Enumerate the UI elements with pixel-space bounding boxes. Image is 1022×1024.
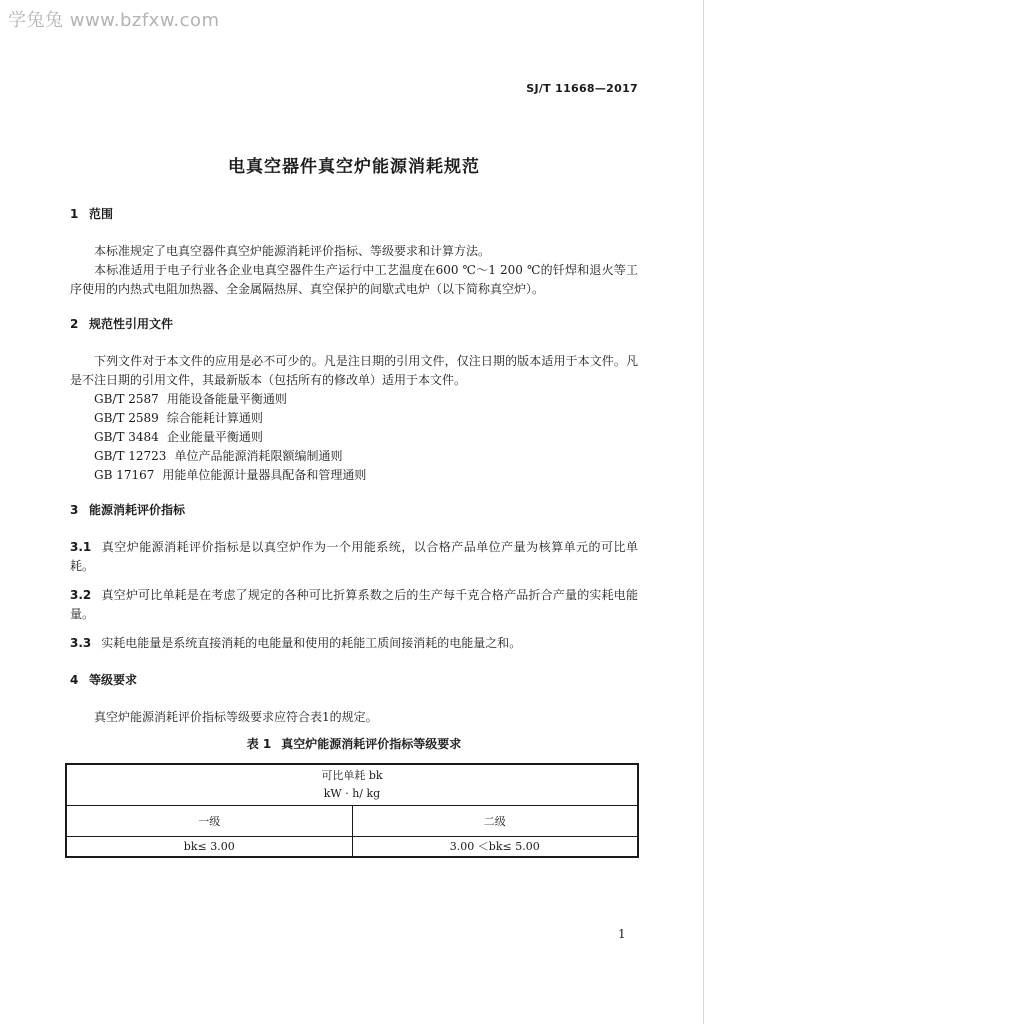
- reference-item: [94, 466, 638, 485]
- table-cell-grade-2: 二级: [352, 806, 638, 837]
- clause-number: 3.3: [70, 636, 92, 650]
- section-number: 1: [70, 207, 79, 221]
- reference-title: 企业能量平衡通则: [166, 430, 263, 444]
- reference-item: [94, 390, 638, 409]
- reference-code: GB/T 3484: [94, 430, 159, 444]
- section-title: 等级要求: [89, 673, 138, 687]
- table-row: [66, 837, 638, 858]
- table-row: [66, 806, 638, 837]
- section-3-heading: [70, 501, 638, 520]
- reference-title: 综合能耗计算通则: [166, 411, 263, 425]
- section-number: 3: [70, 503, 79, 517]
- section-4-heading: [70, 671, 638, 690]
- table-header-row: [66, 764, 638, 806]
- watermark-text: 学兔兔 www.bzfxw.com: [8, 10, 220, 31]
- paragraph: 本标准规定了电真空器件真空炉能源消耗评价指标、等级要求和计算方法。: [94, 244, 491, 258]
- clause-text: 真空炉能源消耗评价指标是以真空炉作为一个用能系统，以合格产品单位产量为核算单元的可比单耗。: [70, 540, 638, 573]
- section-1-heading: [70, 205, 638, 224]
- reference-title: 用能设备能量平衡通则: [166, 392, 287, 406]
- document-body: [70, 205, 638, 858]
- reference-code: GB/T 2587: [94, 392, 159, 406]
- page-edge-divider: [703, 0, 704, 1024]
- clause-text: 真空炉可比单耗是在考虑了规定的各种可比折算系数之后的生产每千克合格产品折合产量的实耗电能量。: [70, 588, 638, 621]
- page-number: 1: [618, 927, 626, 941]
- reference-list: [94, 390, 638, 485]
- clause-number: 3.1: [70, 540, 92, 554]
- grade-requirements-table: [65, 763, 639, 858]
- clause-text: 实耗电能量是系统直接消耗的电能量和使用的耗能工质间接消耗的电能量之和。: [101, 636, 522, 650]
- table-header-line1: 可比单耗 bk: [321, 769, 383, 782]
- table-cell-value-2: 3.00 ＜bk≤ 5.00: [352, 837, 638, 858]
- reference-item: [94, 447, 638, 466]
- table-cell-value-1: bk≤ 3.00: [66, 837, 352, 858]
- reference-code: GB 17167: [94, 468, 155, 482]
- reference-item: [94, 428, 638, 447]
- reference-code: GB/T 2589: [94, 411, 159, 425]
- document-title: 电真空器件真空炉能源消耗规范: [228, 157, 480, 177]
- section-title: 规范性引用文件: [89, 317, 174, 331]
- paragraph: 下列文件对于本文件的应用是必不可少的。凡是注日期的引用文件，仅注日期的版本适用于本文件。凡是不注日期的引用文件，其最新版本（包括所有的修改单）适用于本文件。: [70, 354, 638, 387]
- reference-title: 单位产品能源消耗限额编制通则: [174, 449, 343, 463]
- table-header-line2: kW · h/ kg: [323, 787, 381, 800]
- reference-item: [94, 409, 638, 428]
- section-number: 2: [70, 317, 79, 331]
- table-header-cell: [66, 764, 638, 806]
- clause-3-2: [70, 586, 638, 624]
- clause-3-1: [70, 538, 638, 576]
- reference-title: 用能单位能源计量器具配备和管理通则: [162, 468, 367, 482]
- paragraph: 本标准适用于电子行业各企业电真空器件生产运行中工艺温度在600 ℃～1 200 ℃的钎焊和退火等工序使用的内热式电阻加热器、全金属隔热屏、真空保护的间歇式电炉（以下简称真空炉）。: [70, 263, 638, 296]
- standard-code: SJ/T 11668—2017: [526, 82, 638, 95]
- table-caption: [70, 735, 638, 754]
- section-title: 范围: [89, 207, 114, 221]
- clause-number: 3.2: [70, 588, 92, 602]
- table-label: 表 1: [246, 737, 272, 751]
- paragraph: 真空炉能源消耗评价指标等级要求应符合表1的规定。: [94, 710, 378, 724]
- table-cell-grade-1: 一级: [66, 806, 352, 837]
- section-title: 能源消耗评价指标: [89, 503, 186, 517]
- clause-3-3: [70, 634, 638, 653]
- table-caption-text: 真空炉能源消耗评价指标等级要求: [281, 737, 462, 751]
- section-2-heading: [70, 315, 638, 334]
- reference-code: GB/T 12723: [94, 449, 167, 463]
- section-number: 4: [70, 673, 79, 687]
